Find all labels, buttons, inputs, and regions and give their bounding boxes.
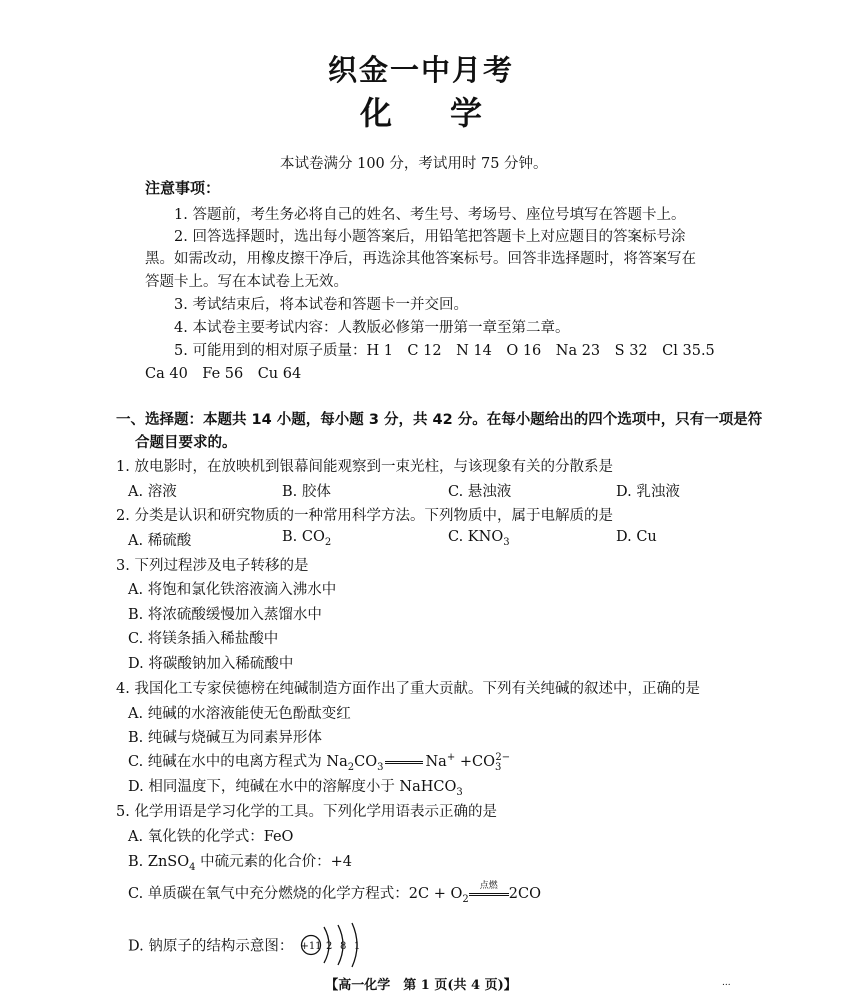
note-line: 2. 回答选择题时，选出每小题答案后，用铅笔把答题卡上对应题目的答案标号涂 — [174, 229, 686, 245]
note-line: 5. 可能用到的相对原子质量：H 1 C 12 N 14 O 16 Na 23 S 32 Cl 35.5 — [174, 343, 715, 359]
shell-electrons: 2 — [325, 941, 333, 952]
q4-option-b: B. 纯碱与烧碱互为同素异形体 — [128, 730, 322, 746]
question-4-stem: 4. 我国化工专家侯德榜在纯碱制造方面作出了重大贡献。下列有关纯碱的叙述中，正确的是 — [116, 681, 700, 697]
q5-option-d: D. 钠原子的结构示意图： +11 2 8 1 — [128, 922, 372, 968]
q3-option-b: B. 将浓硫酸缓慢加入蒸馏水中 — [128, 607, 322, 623]
q1-option-a: A. 溶液 — [128, 484, 177, 500]
page-footer: 【高一化学 第 1 页(共 4 页)】 — [325, 978, 517, 993]
q1-option-d: D. 乳浊液 — [616, 484, 680, 500]
q3-option-c: C. 将镁条插入稀盐酸中 — [128, 631, 279, 647]
subject-title: 化学 — [359, 94, 540, 132]
q5-option-a: A. 氧化铁的化学式：FeO — [128, 829, 294, 845]
shell-electrons: 8 — [339, 941, 347, 952]
q1-option-b: B. 胶体 — [282, 484, 331, 500]
exam-title: 织金一中月考 — [327, 53, 514, 87]
note-line: 1. 答题前，考生务必将自己的姓名、考生号、考场号、座位号填写在答题卡上。 — [174, 207, 686, 223]
q3-option-d: D. 将碳酸钠加入稀硫酸中 — [128, 656, 294, 672]
exam-intro: 本试卷满分 100 分，考试用时 75 分钟。 — [280, 156, 548, 172]
section-heading-cont: 合题目要求的。 — [135, 435, 237, 451]
atom-nucleus-charge: +11 — [300, 941, 322, 952]
q2-option-a: A. 稀硫酸 — [128, 533, 192, 549]
question-1-stem: 1. 放电影时，在放映机到银幕间能观察到一束光柱，与该现象有关的分散系是 — [116, 459, 613, 475]
note-line: 黑。如需改动，用橡皮擦干净后，再选涂其他答案标号。回答非选择题时，将答案写在 — [145, 251, 696, 267]
note-line: Ca 40 Fe 56 Cu 64 — [145, 366, 302, 382]
equals-sign — [385, 761, 423, 764]
q4-option-c: C. 纯碱在水中的电离方程式为 $Na_2CO_3$ $Na^+ +CO_3^{2-}$ — [128, 752, 511, 773]
notes-heading: 注意事项： — [145, 179, 221, 197]
note-line: 3. 考试结束后，将本试卷和答题卡一并交回。 — [174, 297, 468, 313]
q5-option-b: B. ZnSO$_4$ 中硫元素的化合价：+4 — [128, 854, 352, 873]
q4-option-a: A. 纯碱的水溶液能使无色酚酞变红 — [128, 706, 351, 722]
sodium-atom-structure-diagram — [300, 922, 372, 968]
note-line: 4. 本试卷主要考试内容：人教版必修第一册第一章至第二章。 — [174, 320, 570, 336]
q3-option-a: A. 将饱和氯化铁溶液滴入沸水中 — [128, 582, 337, 598]
question-5-stem: 5. 化学用语是学习化学的工具。下列化学用语表示正确的是 — [116, 804, 497, 820]
shell-electrons: 1 — [353, 941, 361, 952]
note-line: 答题卡上。写在本试卷上无效。 — [145, 274, 348, 290]
q2-option-d: D. Cu — [616, 529, 657, 545]
q2-option-c: C. $KNO_3$ — [448, 529, 510, 548]
question-2-stem: 2. 分类是认识和研究物质的一种常用科学方法。下列物质中，属于电解质的是 — [116, 508, 613, 524]
section-heading: 一、选择题：本题共 14 小题，每小题 3 分，共 42 分。在每小题给出的四个选项中，只有一项是符 — [116, 412, 763, 428]
reaction-arrow: 点燃 — [469, 887, 509, 901]
question-3-stem: 3. 下列过程涉及电子转移的是 — [116, 558, 309, 574]
q2-option-b: B. $CO_2$ — [282, 529, 332, 548]
q1-option-c: C. 悬浊液 — [448, 484, 512, 500]
q5-option-c: C. 单质碳在氧气中充分燃烧的化学方程式：$2C + O_2$ 点燃 2CO — [128, 881, 541, 905]
corner-mark: ... — [722, 978, 731, 988]
q4-option-d: D. 相同温度下，纯碱在水中的溶解度小于 NaHCO$_3$ — [128, 779, 463, 798]
